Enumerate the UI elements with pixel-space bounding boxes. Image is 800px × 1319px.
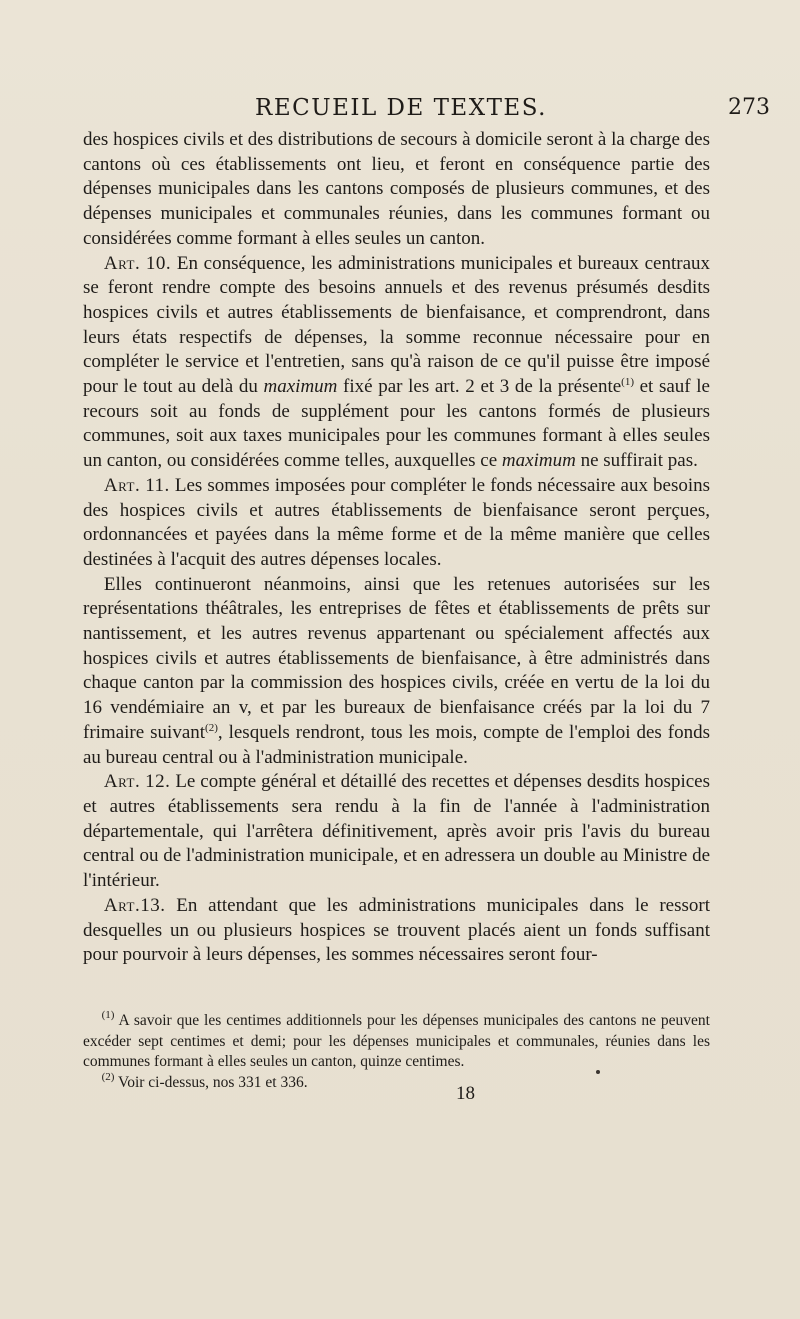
paragraph-elles bbox=[83, 573, 710, 771]
page-header bbox=[0, 88, 800, 128]
printer-signature: 18 bbox=[456, 1083, 475, 1104]
paragraph-text: , lesquels rendront, tous les mois, compte de l'emploi des fonds au bureau central ou à l'administration municipale. bbox=[83, 721, 710, 768]
article-text: Le compte général et détaillé des recettes et dépenses desdits hospices et autres établissements sera rendu à la fin de l'année à l'administration départementale, qui l'arrêtera définitivement, après avoir pris l'avis du bureau central ou de l'administration municipale, et en adressera un double au Ministre de l'intérieur. bbox=[83, 771, 710, 892]
article-number: 13. bbox=[140, 894, 166, 916]
article-number: 12. bbox=[145, 771, 171, 793]
article-text: En attendant que les administrations municipales dans le ressort desquelles un ou plusieurs hospices se trouvent placés aient un fonds suffisant pour pourvoir à leurs dépenses, les sommes nécessaires seront four- bbox=[83, 894, 710, 966]
page-number: 273 bbox=[728, 95, 770, 120]
running-title: RECUEIL DE TEXTES. bbox=[255, 95, 547, 121]
footnote-ref: (1) bbox=[621, 376, 634, 389]
emphasis-maximum: maximum bbox=[501, 450, 576, 472]
article-text: fixé par les art. 2 et 3 de la présente bbox=[337, 376, 622, 398]
article-11 bbox=[83, 474, 710, 573]
article-10 bbox=[83, 252, 710, 474]
article-text: En conséquence, les administrations municipales et bureaux centraux se feront rendre compte des besoins annuels et des revenus présumés desdits hospices civils et autres établissements de bienfaisance, et comprendront, dans leurs états respectifs de dépenses, la somme reconnue nécessaire pour en compléter le service et l'entretien, sans qu'à raison de ce qu'il puisse être imposé pour le tout au delà du bbox=[83, 252, 711, 398]
footnote-2 bbox=[83, 1070, 710, 1094]
article-number: 10. bbox=[145, 252, 172, 274]
body-text bbox=[83, 128, 710, 968]
paragraph-text: Elles continueront néanmoins, ainsi que les retenues autorisées sur les représentations théâtrales, les entreprises de fêtes et établissements de prêts sur nantissement, et les autres revenus appartenant ou spécialement affectés aux hospices civils et autres établissements de bienfaisance, à être administrés dans chaque canton par la commission des hospices civils, créée en vertu de la loi du 16 vendémiaire an v, et par les bureaux de bienfaisance créés par la loi du 7 frimaire suivant bbox=[83, 573, 710, 743]
article-13 bbox=[83, 894, 710, 968]
article-label: Art. bbox=[103, 252, 141, 274]
article-text: Les sommes imposées pour compléter le fonds nécessaire aux besoins des hospices civils et autres établissements de bienfaisance seront perçues, ordonnancées et payées dans la même forme et de la même manière que celles destinées à l'acquit des autres dépenses locales. bbox=[83, 474, 711, 570]
emphasis-maximum: maximum bbox=[263, 376, 338, 398]
footnote-marker: (1) bbox=[101, 1009, 115, 1021]
article-number: 11. bbox=[145, 474, 170, 496]
footnote-text: Voir ci-dessus, nos 331 et 336. bbox=[114, 1073, 308, 1091]
paragraph-text: des hospices civils et des distributions de secours à domicile seront à la charge des cantons où ces établissements ont lieu, et feront en conséquence partie des dépenses municipales dans les cantons composés de plusieurs communes, et des dépenses municipales et communales réunies, dans les communes formant ou considérées comme formant à elles seules un canton. bbox=[83, 129, 710, 249]
ink-speck bbox=[596, 1070, 600, 1074]
footnote-text: A savoir que les centimes additionnels pour les dépenses municipales des cantons ne peuvent excéder sept centimes et demi; pour les dépenses municipales et communales, réunies dans les communes formant à elles seules un canton, quinze centimes. bbox=[83, 1012, 710, 1070]
article-text: et sauf le recours soit au fonds de supplément pour les cantons formés de plusieurs communes, soit aux taxes municipales pour les communes formant à elles seules un canton, ou considérées comme telles, auxquelles ce bbox=[83, 376, 710, 472]
footnote-marker: (2) bbox=[101, 1070, 115, 1083]
article-label: Art. bbox=[103, 894, 141, 916]
article-label: Art. bbox=[103, 474, 141, 496]
paragraph-continuation bbox=[83, 128, 710, 252]
footnotes bbox=[83, 1011, 710, 1093]
article-12 bbox=[83, 770, 710, 894]
footnote-ref: (2) bbox=[205, 721, 218, 734]
article-label: Art. bbox=[103, 771, 141, 793]
footnote-1 bbox=[83, 1011, 710, 1073]
article-text: ne suffirait pas. bbox=[575, 450, 698, 472]
